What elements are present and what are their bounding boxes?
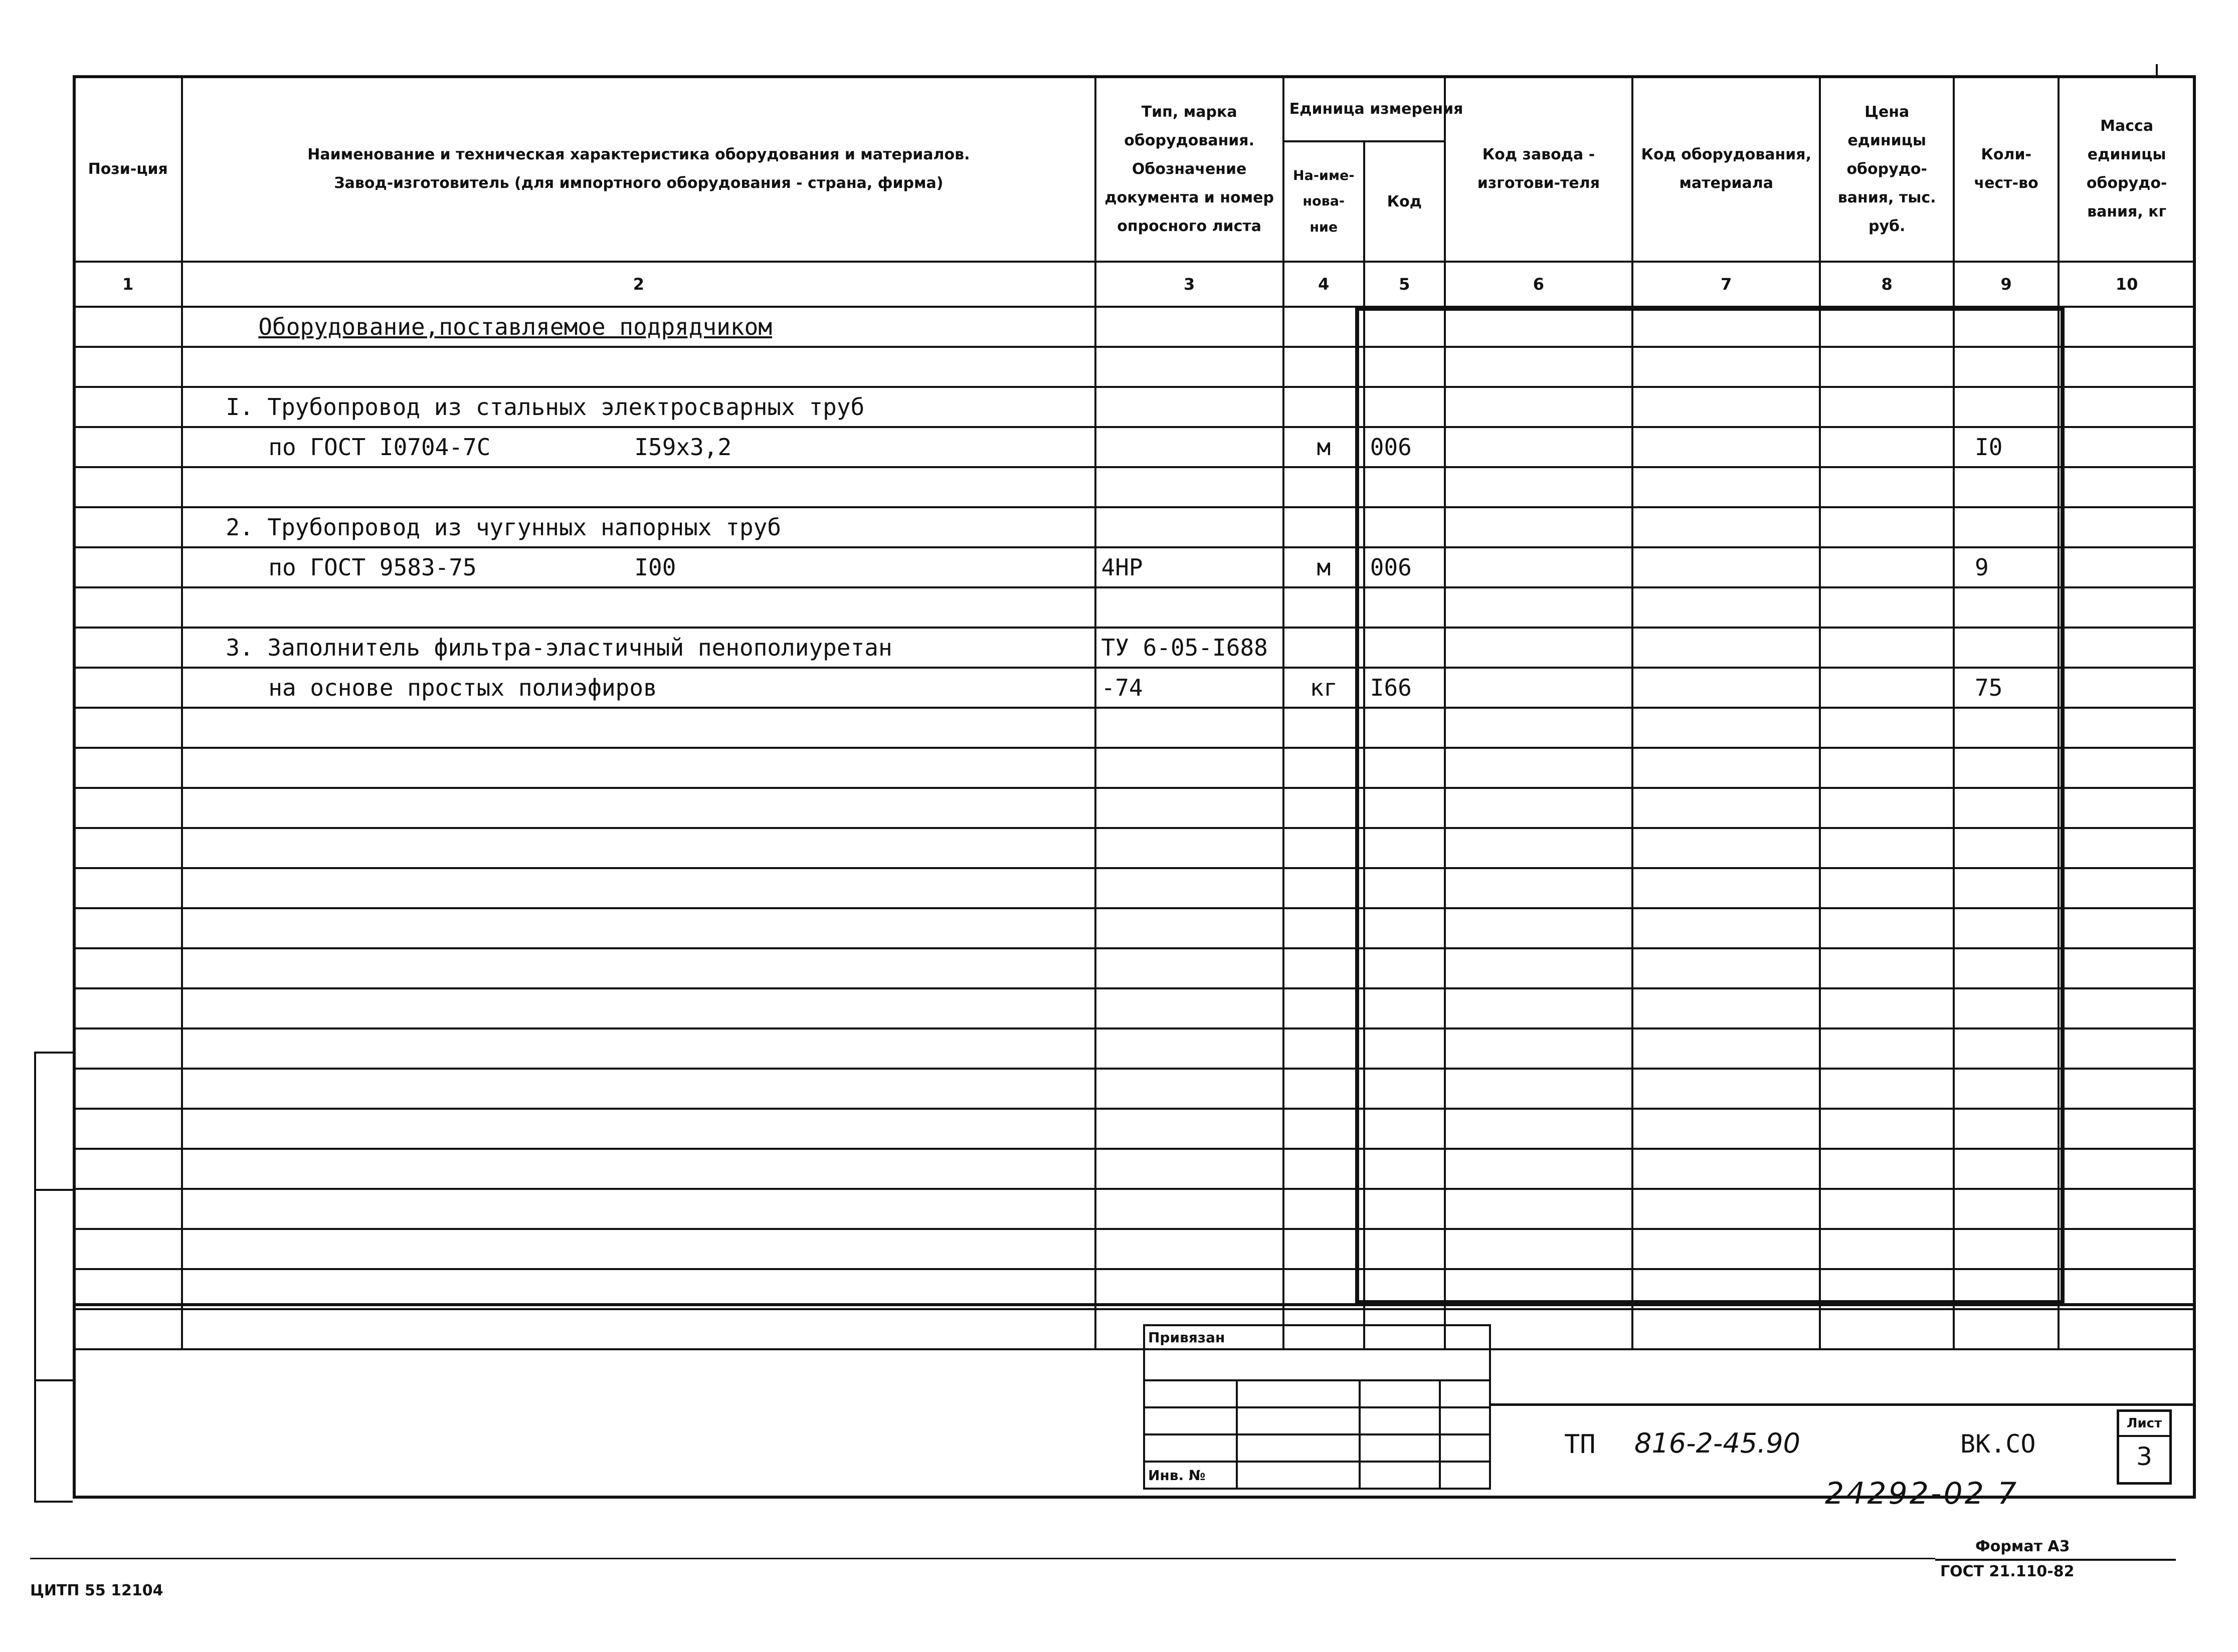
table-row xyxy=(74,1309,2195,1349)
col-number: 7 xyxy=(1632,262,1820,307)
sheet-number: 3 xyxy=(2136,1442,2152,1471)
table-row xyxy=(74,908,2195,948)
item-standard-text: по ГОСТ I0704-7C xyxy=(268,434,491,461)
section-title: Оборудование,поставляемое подрядчиком xyxy=(182,307,1095,347)
header-equipment-code: Код оборудования, материала xyxy=(1632,76,1820,262)
header-name-line2: Завод-изготовитель (для импортного оборудования - страна, фирма) xyxy=(334,174,944,192)
table-row xyxy=(74,387,2195,427)
item-quantity: 75 xyxy=(1954,668,2059,708)
table-row xyxy=(74,668,2195,708)
table-row xyxy=(74,748,2195,788)
gost-label: ГОСТ 21.110-82 xyxy=(1940,1563,2075,1580)
table-row xyxy=(74,1189,2195,1229)
corner-tick xyxy=(2156,64,2158,75)
inventory-label: Инв. № xyxy=(1144,1462,1237,1489)
column-number-row xyxy=(74,262,2195,307)
table-bottom-line xyxy=(73,1303,2196,1306)
table-row xyxy=(74,467,2195,507)
table-row xyxy=(74,1149,2195,1189)
col-number: 6 xyxy=(1445,262,1632,307)
item-standard xyxy=(182,427,1095,467)
item-unit: м xyxy=(1283,547,1364,587)
header-unit-name: На-име-нова-ние xyxy=(1283,141,1364,262)
item-unit: кг xyxy=(1283,668,1364,708)
table-row xyxy=(74,587,2195,628)
item-type: 4НР xyxy=(1095,547,1283,587)
item-unit-code: 006 xyxy=(1364,427,1445,467)
table-row xyxy=(74,988,2195,1028)
doc-prefix: ТП xyxy=(1564,1429,1596,1460)
sheet-box xyxy=(2117,1409,2172,1485)
table-row xyxy=(74,347,2195,387)
item-quantity: I0 xyxy=(1954,427,2059,467)
item-type: -74 xyxy=(1095,668,1283,708)
item-standard-text: по ГОСТ 9583-75 xyxy=(268,554,477,581)
header-type: Тип, марка оборудования. Обозначение документа и номер опросного листа xyxy=(1095,76,1283,262)
table-row xyxy=(74,427,2195,467)
item-type: ТУ 6-05-I688 xyxy=(1095,628,1283,668)
header-position: Пози-ция xyxy=(74,76,182,262)
header-maker-code: Код завода - изготови-теля xyxy=(1445,76,1632,262)
sheet-label: Лист xyxy=(2119,1412,2169,1437)
col-number: 5 xyxy=(1364,262,1445,307)
header-unit-code: Код xyxy=(1364,141,1445,262)
header-price: Цена единицы оборудо-вания, тыс. руб. xyxy=(1820,76,1954,262)
table-row xyxy=(74,788,2195,828)
format-rule xyxy=(1935,1559,2176,1561)
item-unit: м xyxy=(1283,427,1364,467)
cti-code: ЦИТП 55 12104 xyxy=(30,1582,163,1599)
binding-title: Привязан xyxy=(1144,1325,1490,1380)
item-unit-code: I66 xyxy=(1364,668,1445,708)
header-name-line1: Наименование и техническая характеристика оборудования и материалов. xyxy=(307,146,970,163)
header-quantity: Коли-чест-во xyxy=(1954,76,2059,262)
side-strip xyxy=(34,1052,73,1503)
item-unit-code: 006 xyxy=(1364,547,1445,587)
stamp-top-line xyxy=(1489,1403,2196,1406)
item-quantity: 9 xyxy=(1954,547,2059,587)
col-number: 9 xyxy=(1954,262,2059,307)
header-name xyxy=(182,76,1095,262)
item-size: I59x3,2 xyxy=(634,434,732,461)
item-standard xyxy=(182,547,1095,587)
header-unit-group: Единица измерения xyxy=(1283,76,1445,141)
table-row xyxy=(74,948,2195,988)
table-row xyxy=(74,1028,2195,1069)
col-number: 10 xyxy=(2059,262,2195,307)
item-name: 3. Заполнитель фильтра-эластичный пенополиуретан xyxy=(182,628,1095,668)
table-row xyxy=(74,828,2195,868)
col-number: 1 xyxy=(74,262,182,307)
col-number: 3 xyxy=(1095,262,1283,307)
bottom-rule xyxy=(30,1558,1935,1559)
doc-mark: ВК.СО xyxy=(1960,1429,2036,1459)
format-label: Формат А3 xyxy=(1975,1538,2070,1555)
binding-block xyxy=(1143,1324,1491,1490)
table-row xyxy=(74,1109,2195,1149)
table-row xyxy=(74,547,2195,587)
table-row xyxy=(74,507,2195,547)
item-name: I. Трубопровод из стальных электросварных труб xyxy=(182,387,1095,427)
table-row xyxy=(74,307,2195,347)
table-row xyxy=(74,1229,2195,1269)
specification-table xyxy=(73,75,2196,1350)
table-row xyxy=(74,1069,2195,1109)
item-size: I00 xyxy=(634,554,676,581)
item-type xyxy=(1095,427,1283,467)
inventory-number: 24292-02 7 xyxy=(1825,1476,2019,1511)
col-number: 8 xyxy=(1820,262,1954,307)
table-row xyxy=(74,628,2195,668)
item-name: 2. Трубопровод из чугунных напорных труб xyxy=(182,507,1095,547)
col-number: 4 xyxy=(1283,262,1364,307)
col-number: 2 xyxy=(182,262,1095,307)
header-mass: Масса единицы оборудо-вания, кг xyxy=(2059,76,2195,262)
doc-code: 816-2-45.90 xyxy=(1634,1427,1800,1459)
table-row xyxy=(74,708,2195,748)
table-row xyxy=(74,868,2195,908)
item-standard: на основе простых полиэфиров xyxy=(182,668,1095,708)
